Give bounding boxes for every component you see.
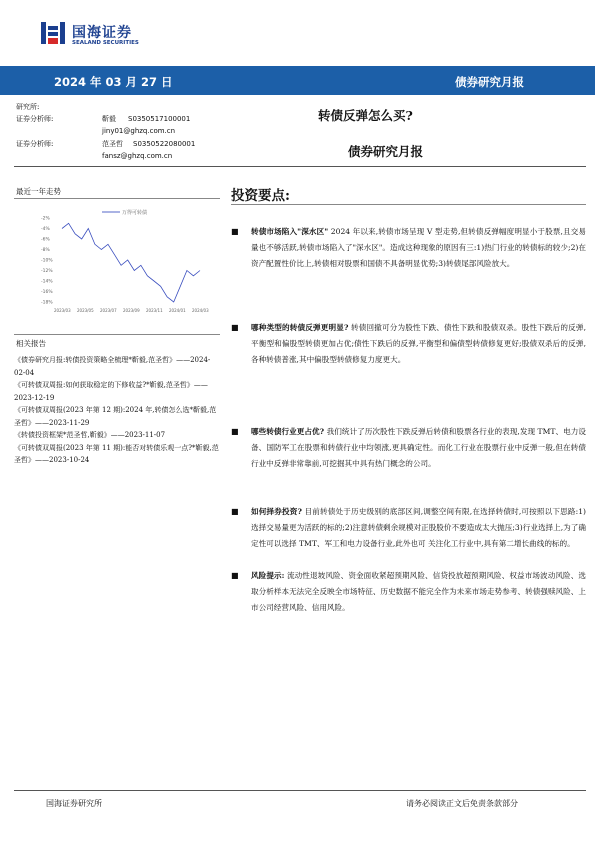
chart-x-axis	[54, 308, 209, 313]
chart-legend: 万得可转债	[122, 210, 148, 216]
report-title: 转债反弹怎么买?	[318, 108, 413, 123]
y-tick-label: -8%	[41, 248, 50, 253]
y-tick-label: -6%	[41, 237, 50, 243]
footer-disclaimer: 请务必阅读正文后免责条款部分	[406, 799, 518, 808]
bullet-icon: ■	[231, 507, 239, 516]
x-tick-label: 2023/05	[77, 308, 94, 313]
bullet-icon: ■	[231, 227, 239, 236]
related-report-item[interactable]: 《债券研究月报:转债投资策略全梳理*靳毅,范圣哲》——2024-02-04	[14, 356, 211, 377]
analyst-email[interactable]: fansz@ghzq.com.cn	[102, 152, 173, 160]
sidebar-divider	[14, 198, 220, 199]
section-lead: 转债市场陷入"深水区"	[251, 227, 329, 236]
analyst-name: 靳毅	[102, 115, 116, 123]
chart-series-line	[62, 223, 200, 302]
analyst-name: 范圣哲	[102, 140, 123, 148]
bullet-icon: ■	[231, 571, 239, 580]
y-tick-label: -10%	[41, 258, 53, 264]
analyst-email[interactable]: jiny01@ghzq.com.cn	[102, 127, 176, 135]
y-tick-label: -4%	[41, 227, 50, 232]
key-point-section	[231, 568, 586, 616]
y-tick-label: -2%	[41, 216, 50, 222]
logo-chinese-name: 国海证券	[72, 25, 132, 41]
related-report-item[interactable]: 《可转债双周报(2023 年第 11 期):能否对转债乐观一点?*靳毅,范圣哲》——2023-10-24	[14, 443, 219, 464]
institute-label: 研究所:	[16, 103, 40, 111]
x-tick-label: 2023/03	[54, 308, 71, 313]
chart-y-axis	[41, 216, 53, 306]
x-tick-label: 2023/09	[123, 308, 140, 313]
y-tick-label: -16%	[41, 290, 53, 295]
x-tick-label: 2024/03	[192, 308, 209, 313]
analyst-role: 证券分析师:	[16, 115, 54, 123]
related-report-item[interactable]: 《可转债双周报(2023 年第 12 期):2024 年,转债怎么选*靳毅,范圣哲》——2023-11-29	[14, 406, 217, 427]
y-tick-label: -12%	[41, 269, 53, 274]
trend-chart	[40, 202, 210, 314]
analyst-code: S0350522080001	[133, 140, 196, 148]
key-point-section	[231, 424, 586, 472]
company-logo-icon	[40, 20, 66, 46]
key-point-section	[231, 224, 586, 272]
bullet-icon: ■	[231, 427, 239, 436]
section-body: 目前转债处于历史级别的底部区间,调整空间有限,在选择转债时,可按照以下思路:1)选择交易量更为活跃的标的;2)注意转债剩余规模对正股股价不要造成太大抛压;3)行业选择上,为了确定性可以选择 TMT、军工和电力设备行业,此外也可 关注化工行业中,具有第二增长曲线的标的。	[251, 507, 586, 548]
analyst-role: 证券分析师:	[16, 140, 54, 148]
analyst-code: S0350517100001	[128, 115, 191, 123]
related-reports-list	[14, 354, 220, 467]
footer-institute: 国海证券研究所	[46, 799, 102, 808]
section-body: 2024 年以来,转债市场呈现 V 型走势,但转债反弹幅度明显小于股票,且交易量也不够活跃,转债市场陷入了"深水区"。造成这种现象的原因有三:1)热门行业的转债标的较少;2)在资产配置性价比上,转债相对股票和国债不具备明显优势;3)转债尾部风险放大。	[251, 227, 586, 268]
section-lead: 如何择券投资?	[251, 507, 302, 516]
section-body: 我们统计了历次股性下跌反弹后转债和股票各行业的表现,发现 TMT、电力设备、国防军工在股票和转债行业中均领涨,更具确定性。而化工行业在股票行业中反弹一般,但在转债行业中反弹非常靠前,可挖掘其中具有热门概念的公司。	[251, 427, 586, 468]
sidebar-divider	[14, 334, 220, 335]
header-divider	[14, 166, 586, 167]
x-tick-label: 2023/07	[100, 308, 117, 313]
x-tick-label: 2024/01	[169, 308, 186, 313]
report-subtitle: 债券研究月报	[348, 144, 424, 159]
key-point-section	[231, 504, 586, 552]
section-lead: 哪些转债行业更占优?	[251, 427, 325, 436]
report-type: 债券研究月报	[455, 75, 524, 89]
main-divider	[231, 204, 586, 205]
chart-heading: 最近一年走势	[16, 187, 61, 196]
related-reports-heading: 相关报告	[16, 339, 46, 348]
section-lead: 哪种类型的转债反弹更明显?	[251, 323, 349, 332]
bullet-icon: ■	[231, 323, 239, 332]
y-tick-label: -14%	[41, 279, 53, 285]
section-body: 流动性退坡风险、资金面收紧超预期风险、信贷投放超预期风险、权益市场波动风险、选取分析样本无法完全反映全市场特征、历史数据不能完全作为未来市场走势参考、转债强赎风险、上市公司经营风险、信用风险。	[251, 571, 586, 612]
key-points-heading: 投资要点:	[231, 188, 290, 204]
logo-english-name: SEALAND SECURITIES	[72, 40, 139, 46]
related-report-item[interactable]: 《转债投资框架*范圣哲,靳毅》——2023-11-07	[14, 431, 166, 439]
report-date: 2024 年 03 月 27 日	[54, 75, 173, 89]
key-point-section	[231, 320, 586, 368]
y-tick-label: -18%	[41, 300, 53, 306]
section-body: 转债回撤可分为股性下跌、债性下跌和股债双杀。股性下跌后的反弹,平衡型和偏股型转债更加占优;债性下跌后的反弹,平衡型和偏债型转债修复更好;股债双杀后的反弹,各种转债普涨,其中偏股型转债修复力度更大。	[251, 323, 586, 364]
footer-divider	[14, 790, 586, 791]
x-tick-label: 2023/11	[146, 308, 163, 313]
related-report-item[interactable]: 《可转债双周报:如何获取稳定的下修收益?*靳毅,范圣哲》——2023-12-19	[14, 381, 208, 402]
section-lead: 风险提示:	[251, 571, 285, 580]
